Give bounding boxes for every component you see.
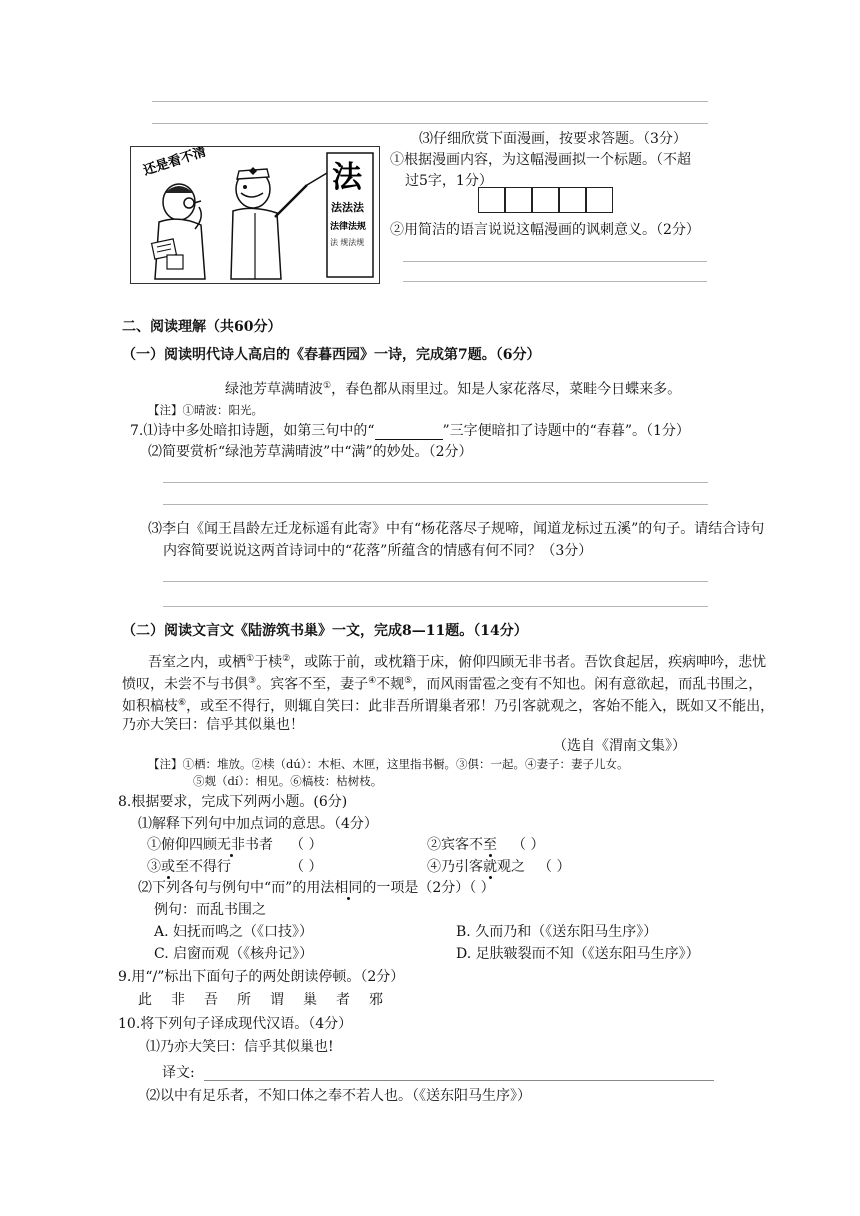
answer-line[interactable] (163, 581, 708, 582)
question-3-title: ⑶仔细欣赏下面漫画，按要求答题。（3分） (419, 131, 687, 147)
eye-chart-big-char: 法 (332, 161, 362, 194)
question-10-title: 10.将下列句子译成现代汉语。（4分） (118, 1016, 353, 1032)
part-2-title: （二）阅读文言文《陆游筑书巢》一文，完成8—11题。（14分） (122, 623, 528, 639)
section-2-title: 二、阅读理解（共60分） (122, 319, 282, 335)
option-c[interactable]: C. 启窗而观（《核舟记》） (154, 946, 314, 962)
poem-note: 【注】①晴波：阳光。 (148, 403, 263, 417)
pause-sentence[interactable] (138, 991, 383, 1009)
classical-text-line: 愤叹，未尝不与书俱③。宾客不至，妻子④不觌⑤，而风雨雷雹之变有不知也。闲有意欲起，而乱书围之， (122, 676, 763, 693)
sentence-char[interactable]: 所 (237, 992, 251, 1008)
explain-item-4: ④乃引客就观之 (427, 859, 525, 875)
option-d[interactable]: D. 足肤皲裂而不知（《送东阳马生序》） (456, 946, 700, 962)
title-answer-box[interactable] (532, 187, 559, 213)
eye-chart-row: 法法法 (331, 202, 364, 214)
question-7-3-cont: 内容简要说说这两首诗词中的“花落”所蕴含的情感有何不同？（3分） (163, 543, 593, 559)
question-10-1: ⑴乃亦大笑曰：信乎其似巢也! (146, 1039, 334, 1055)
question-3-1-text-cont: 过5字，1分） (405, 173, 493, 189)
example-sentence: 例句：而乱书围之 (154, 902, 266, 918)
text-note-cont: ⑤觌（dí）：相见。⑥槁枝：枯树枝。 (193, 774, 383, 788)
classical-text-line: 吾室之内，或栖①于椟②，或陈于前，或枕籍于床，俯仰四顾无非书者。吾饮食起居，疾病呻吟，悲忧 (148, 654, 767, 671)
answer-paren[interactable]: （ ） (290, 859, 323, 875)
answer-paren[interactable]: （ ） (512, 837, 545, 853)
sentence-char[interactable]: 邪 (369, 992, 383, 1008)
answer-paren[interactable]: （ ） (290, 837, 323, 853)
sentence-char[interactable]: 谓 (270, 992, 284, 1008)
classical-text-line: 如积槁枝⑥，或至不得行，则辄自笑曰：此非吾所谓巢者邪！乃引客就观之，客始不能入，既如又不能出， (122, 698, 775, 715)
text-note: 【注】①栖：堆放。②椟（dú）：木柜、木匣，这里指书橱。③俱：一起。④妻子：妻子儿女。 (148, 757, 629, 771)
question-8-title: 8.根据要求，完成下列两小题。(6分) (118, 794, 348, 810)
question-7-1: 7.⑴诗中多处暗扣诗题，如第三句中的“ ”三字便暗扣了诗题中的“春暮”。（1分） (130, 423, 690, 439)
answer-line[interactable] (163, 504, 708, 505)
cartoon-image (130, 146, 380, 284)
question-9-title: 9.用“/”标出下面句子的两处朗读停顿。（2分） (118, 969, 405, 985)
title-answer-box[interactable] (559, 187, 586, 213)
sentence-char[interactable]: 巢 (303, 992, 317, 1008)
sentence-char[interactable]: 吾 (204, 992, 218, 1008)
title-answer-box[interactable] (586, 187, 613, 213)
title-answer-box[interactable] (505, 187, 532, 213)
sentence-char[interactable]: 者 (336, 992, 350, 1008)
answer-line[interactable] (403, 261, 707, 262)
answer-line[interactable] (403, 281, 707, 282)
answer-line[interactable] (152, 123, 708, 124)
option-b[interactable]: B. 久而乃和（《送东阳马生序》） (456, 924, 658, 940)
translation-answer-line[interactable] (204, 1080, 714, 1081)
cartoon-speech-text: 还是看不清 (141, 147, 208, 178)
explain-item-2: ②宾客不至 (427, 837, 497, 853)
sentence-char[interactable]: 此 (138, 992, 152, 1008)
question-7-3: ⑶李白《闻王昌龄左迁龙标遥有此寄》中有“杨花落尽子规啼，闻道龙标过五溪”的句子。请结合诗句 (148, 521, 765, 537)
question-7-2: ⑵简要赏析“绿池芳草满晴波”中“满”的妙处。（2分） (148, 444, 473, 460)
text-source: （选自《渭南文集》） (553, 738, 686, 754)
question-3-2-text: ②用简洁的语言说说这幅漫画的讽刺意义。（2分） (390, 222, 700, 238)
question-10-2: ⑵以中有足乐者，不知口体之奉不若人也。（《送东阳马生序》） (146, 1088, 531, 1104)
cartoon-illustration (131, 147, 379, 283)
answer-line[interactable] (163, 482, 708, 483)
poem-text: 绿池芳草满晴波①，春色都从雨里过。知是人家花落尽，菜畦今日蝶来多。 (225, 381, 682, 398)
question-3-1-text: ①根据漫画内容，为这幅漫画拟一个标题。（不超 (390, 152, 691, 168)
explain-item-1: ①俯仰四顾无非书者 (147, 837, 273, 853)
answer-line[interactable] (163, 606, 708, 607)
fill-blank[interactable] (375, 426, 443, 440)
sentence-char[interactable]: 非 (171, 992, 185, 1008)
translation-label: 译文: (162, 1065, 195, 1081)
option-a[interactable]: A. 妇抚而鸣之（《口技》） (154, 924, 314, 940)
question-8-2: ⑵下列各句与例句中“而”的用法相同的一项是（2分）（ ） (138, 880, 495, 896)
eye-chart-row: 法 规法规 (330, 238, 365, 247)
part-1-title: （一）阅读明代诗人高启的《春暮西园》一诗，完成第7题。（6分） (122, 347, 541, 363)
answer-paren[interactable]: （ ） (538, 859, 571, 875)
question-8-1: ⑴解释下列句中加点词的意思。（4分） (138, 816, 378, 832)
title-answer-box[interactable] (478, 187, 505, 213)
answer-line[interactable] (152, 101, 708, 102)
explain-item-3: ③或至不得行 (147, 859, 231, 875)
eye-chart-row: 法律法规 (330, 221, 367, 231)
classical-text-line: 乃亦大笑曰：信乎其似巢也！ (122, 717, 304, 733)
